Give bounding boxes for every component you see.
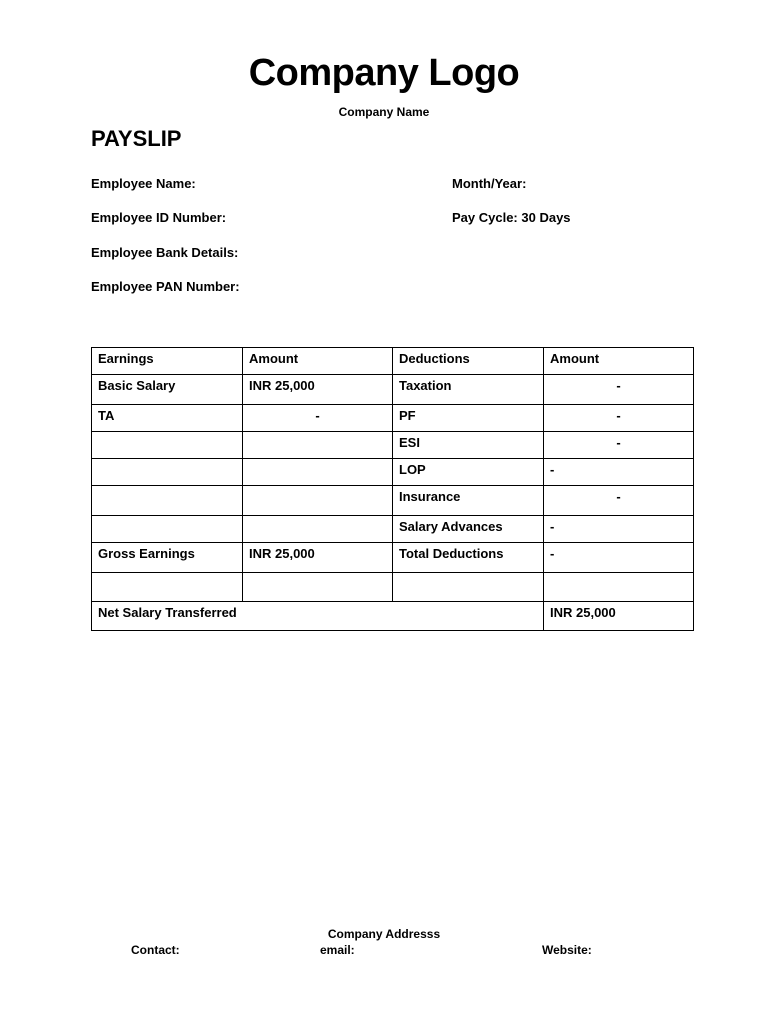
earning-label: TA — [92, 405, 243, 432]
deduction-amount: - — [544, 516, 694, 543]
table-row-totals — [92, 543, 694, 573]
empty-cell — [92, 573, 243, 602]
earning-label — [92, 516, 243, 543]
earning-label — [92, 486, 243, 516]
deduction-label: LOP — [393, 459, 544, 486]
header-earnings: Earnings — [92, 348, 243, 375]
header-deductions: Deductions — [393, 348, 544, 375]
header-deductions-amount: Amount — [544, 348, 694, 375]
employee-name-label: Employee Name: — [91, 176, 196, 191]
earning-label — [92, 459, 243, 486]
earning-amount: INR 25,000 — [243, 375, 393, 405]
deduction-amount: - — [544, 486, 694, 516]
earning-label: Basic Salary — [92, 375, 243, 405]
total-deductions-amount: - — [544, 543, 694, 573]
company-logo-text: Company Logo — [248, 52, 520, 94]
net-salary-value: INR 25,000 — [544, 602, 694, 631]
payslip-table — [91, 347, 694, 631]
deduction-label: Insurance — [393, 486, 544, 516]
employee-pan-label: Employee PAN Number: — [91, 279, 240, 294]
earning-amount — [243, 459, 393, 486]
table-row-empty — [92, 573, 694, 602]
earning-amount: - — [243, 405, 393, 432]
total-deductions-label: Total Deductions — [393, 543, 544, 573]
earning-amount — [243, 516, 393, 543]
earning-amount — [243, 432, 393, 459]
deduction-label: Salary Advances — [393, 516, 544, 543]
deduction-amount: - — [544, 432, 694, 459]
company-address: Company Addresss — [327, 927, 441, 941]
table-row — [92, 375, 694, 405]
table-row — [92, 432, 694, 459]
table-row — [92, 459, 694, 486]
table-header-row — [92, 348, 694, 375]
deduction-amount: - — [544, 375, 694, 405]
pay-cycle-label: Pay Cycle: 30 Days — [452, 210, 571, 225]
gross-earnings-label: Gross Earnings — [92, 543, 243, 573]
gross-earnings-amount: INR 25,000 — [243, 543, 393, 573]
month-year-label: Month/Year: — [452, 176, 527, 191]
employee-id-label: Employee ID Number: — [91, 210, 227, 225]
deduction-label: Taxation — [393, 375, 544, 405]
contact-label: Contact: — [131, 943, 180, 957]
header-earnings-amount: Amount — [243, 348, 393, 375]
table-row — [92, 486, 694, 516]
deduction-label: PF — [393, 405, 544, 432]
earning-label — [92, 432, 243, 459]
table-row — [92, 405, 694, 432]
email-label: email: — [320, 943, 355, 957]
empty-cell — [243, 573, 393, 602]
deduction-amount: - — [544, 405, 694, 432]
net-salary-row — [92, 602, 694, 631]
website-label: Website: — [542, 943, 592, 957]
deduction-label: ESI — [393, 432, 544, 459]
deduction-amount: - — [544, 459, 694, 486]
employee-bank-label: Employee Bank Details: — [91, 245, 239, 260]
net-salary-label: Net Salary Transferred — [92, 602, 544, 631]
empty-cell — [393, 573, 544, 602]
company-name: Company Name — [338, 105, 430, 119]
table-row — [92, 516, 694, 543]
payslip-title: PAYSLIP — [91, 126, 182, 151]
earning-amount — [243, 486, 393, 516]
empty-cell — [544, 573, 694, 602]
